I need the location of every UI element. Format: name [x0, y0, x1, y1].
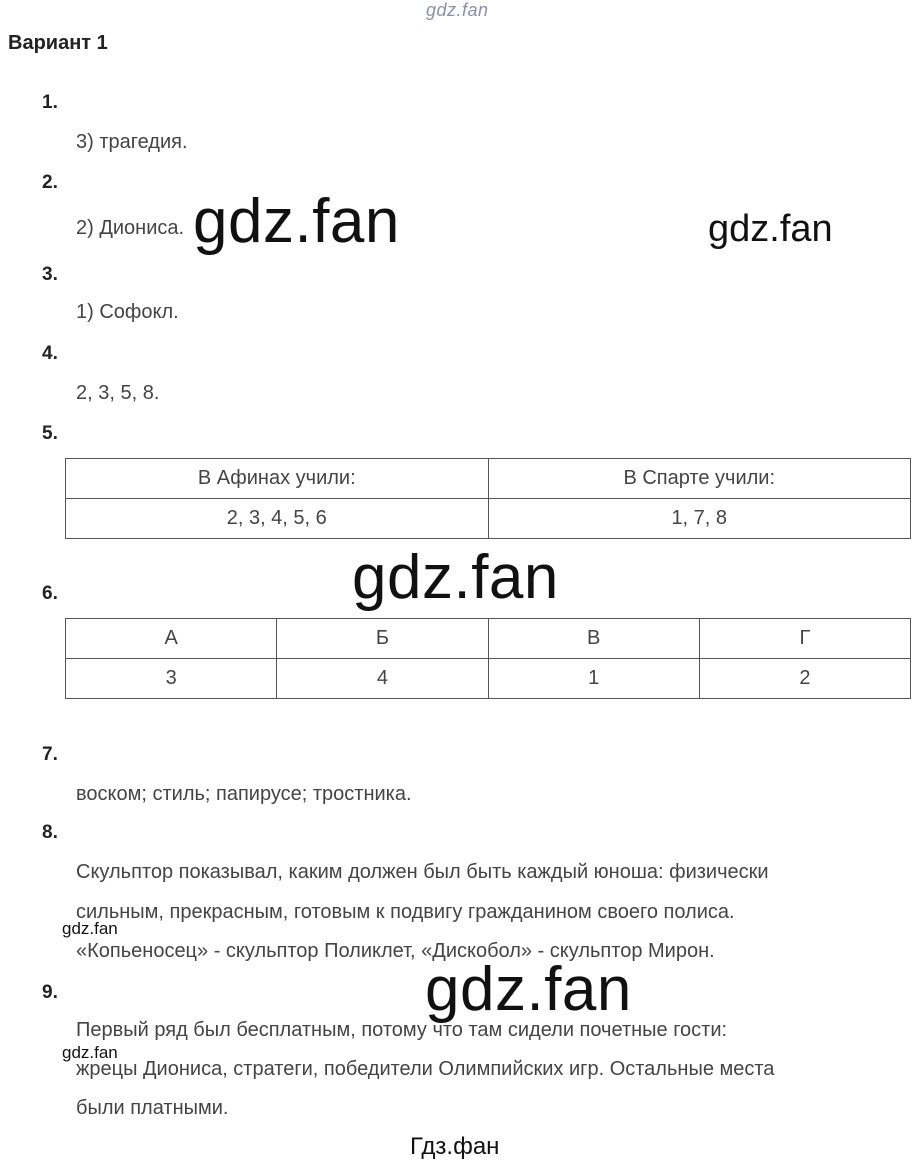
question-number-4: 4.	[42, 343, 58, 364]
table-header-cell: В Афинах учили:	[66, 459, 489, 499]
table-school-subjects	[65, 458, 911, 539]
table-header-cell: Б	[277, 619, 488, 659]
page-title: Вариант 1	[8, 32, 108, 54]
answer-9-line-3: были платными.	[76, 1097, 229, 1119]
question-number-1: 1.	[42, 92, 58, 113]
table-cell: 4	[277, 659, 488, 699]
answer-8-line-1: Скульптор показывал, каким должен был быть каждый юноша: физически	[76, 861, 769, 883]
table-header-row	[66, 459, 911, 499]
footer-watermark: Гдз.фан	[410, 1133, 500, 1160]
answer-8-line-2: сильным, прекрасным, готовым к подвигу гражданином своего полиса.	[76, 901, 735, 923]
table-row	[66, 659, 911, 699]
question-number-6: 6.	[42, 583, 58, 604]
answer-4: 2, 3, 5, 8.	[76, 382, 160, 404]
table-header-row	[66, 619, 911, 659]
answer-3: 1) Софокл.	[76, 301, 179, 323]
answer-2: 2) Диониса.	[76, 217, 185, 239]
question-number-8: 8.	[42, 822, 58, 843]
table-cell: 3	[66, 659, 277, 699]
table-row	[66, 499, 911, 539]
answer-9-line-2: жрецы Диониса, стратеги, победители Олимпийских игр. Остальные места	[76, 1058, 775, 1080]
table-cell: 2	[699, 659, 910, 699]
question-number-2: 2.	[42, 172, 58, 193]
table-matching	[65, 618, 911, 699]
table-cell: 2, 3, 4, 5, 6	[66, 499, 489, 539]
table-header-cell: А	[66, 619, 277, 659]
watermark-right: gdz.fan	[708, 208, 833, 250]
top-watermark: gdz.fan	[426, 0, 489, 20]
answer-8-line-3: «Копьеносец» - скульптор Поликлет, «Дискобол» - скульптор Мирон.	[76, 940, 715, 962]
watermark-large-3: gdz.fan	[425, 955, 632, 1024]
question-number-3: 3.	[42, 264, 58, 285]
table-header-cell: В Спарте учили:	[488, 459, 911, 499]
watermark-large-2: gdz.fan	[352, 543, 559, 612]
answer-9-line-1: Первый ряд был бесплатным, потому что там сидели почетные гости:	[76, 1019, 728, 1041]
question-number-7: 7.	[42, 744, 58, 765]
table-cell: 1, 7, 8	[488, 499, 911, 539]
question-number-9: 9.	[42, 982, 58, 1003]
watermark-small-2: gdz.fan	[62, 1043, 118, 1062]
answer-7: воском; стиль; папирусе; тростника.	[76, 783, 412, 805]
watermark-large-1: gdz.fan	[193, 187, 400, 256]
table-header-cell: В	[488, 619, 699, 659]
watermark-small-1: gdz.fan	[62, 919, 118, 938]
table-header-cell: Г	[699, 619, 910, 659]
table-cell: 1	[488, 659, 699, 699]
answer-1: 3) трагедия.	[76, 131, 188, 153]
question-number-5: 5.	[42, 423, 58, 444]
